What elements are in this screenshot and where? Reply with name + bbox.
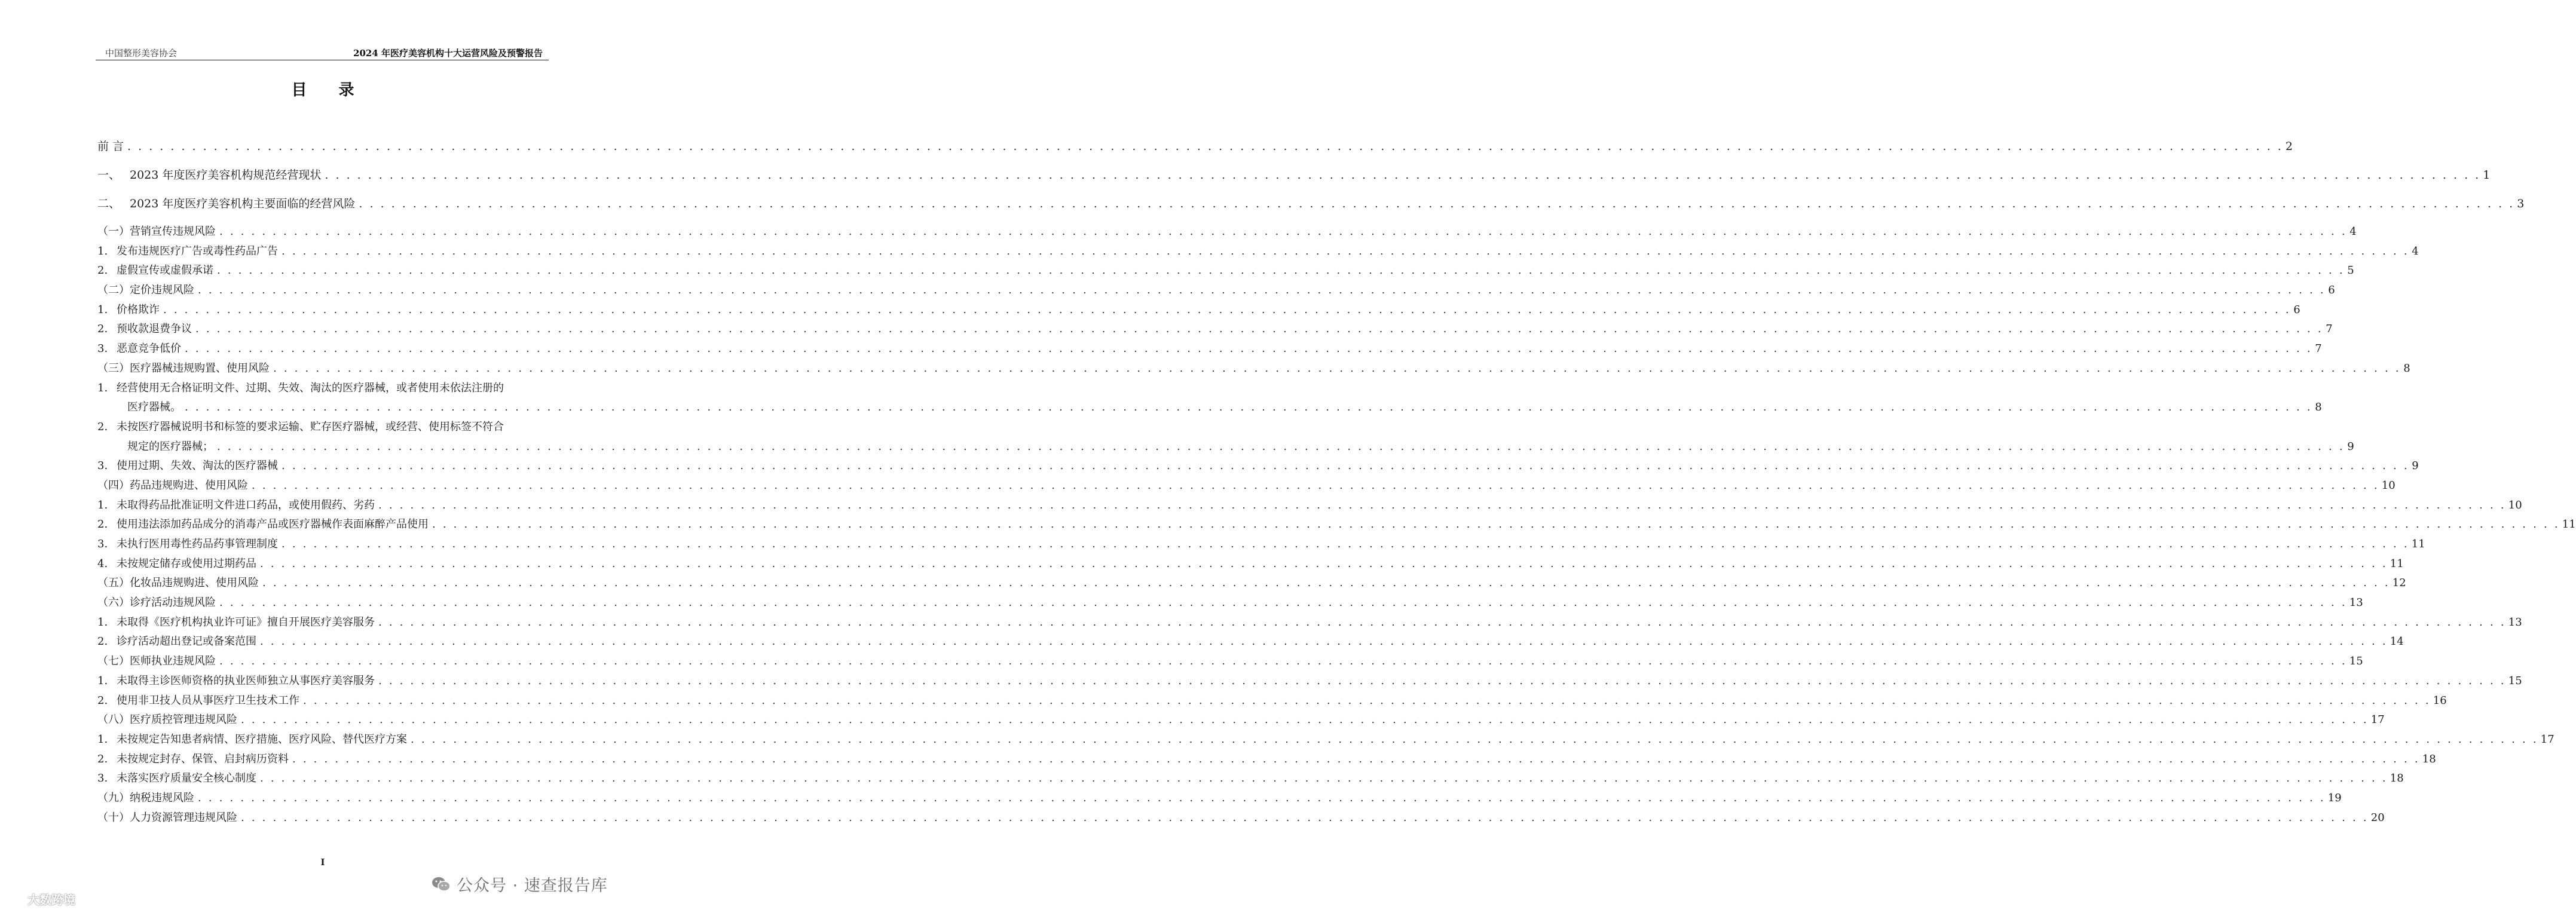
toc-leader-dots: . . . . . . . . . . . . . . . . . . . . . . . . . . . . . . . . . . . . . . . . . . . . . . . . . . . . . . . . . . . . . . . . . . . . . . . . . . . . . . . . . . . . . . . . . . . . . . . . . . . . . . . . . . . . . . . . . . . . . . . . . . . . . . . . . . . . . . . . . . . . . . . . . . . . . . . . . . . . . . . . . . . . . . . . . . . . . . . . . . . . . . . . . . . . . . . . . . . . . . . . (163, 303, 2291, 316)
toc-entry-number: 1. (97, 674, 108, 687)
toc-entry-number: 1. (97, 244, 108, 258)
toc-entry-number: 2. (97, 518, 108, 531)
toc-entry-text: （十）人力资源管理违规风险 (97, 811, 237, 824)
toc-entry-text: 2023 年度医疗美容机构规范经营现状 (130, 168, 322, 182)
toc-leader-dots: . . . . . . . . . . . . . . . . . . . . . . . . . . . . . . . . . . . . . . . . . . . . . . . . . . . . . . . . . . . . . . . . . . . . . . . . . . . . . . . . . . . . . . . . . . . . . . . . . . . . . . . . . . . . . . . . . . . . . . . . . . . . . . . . . . . . . . . . . . . . . . . . . . . . . . . . . . . . . . . . . . . . . . . . . . . . . . . . . . . . . . . . . . . . . . . . . . . . . . . . (241, 811, 2369, 824)
toc-entry-text: 未按规定告知患者病情、医疗措施、医疗风险、替代医疗方案 (117, 733, 407, 746)
toc-entry-text: 使用过期、失效、淘汰的医疗器械 (117, 459, 278, 473)
toc-entry[interactable] (97, 554, 2404, 574)
toc-entry[interactable] (97, 261, 2354, 281)
toc-entry-number: 3. (97, 538, 108, 550)
toc-entry-number: 3. (97, 772, 108, 785)
toc-entry-text: 前 言 (97, 140, 124, 153)
toc-leader-dots: . . . . . . . . . . . . . . . . . . . . . . . . . . . . . . . . . . . . . . . . . . . . . . . . . . . . . . . . . . . . . . . . . . . . . . . . . . . . . . . . . . . . . . . . . . . . . . . . . . . . . . . . . . . . . . . . . . . . . . . . . . . . . . . . . . . . . . . . . . . . . . . . . . . . . . . . . . . . . . . . . . . . . . . . . . . . . . . . . . . . . . . . . . . . . . . . . . . . . . . . (185, 342, 2312, 356)
toc-entry[interactable] (97, 769, 2404, 789)
toc-entry-text: （六）诊疗活动违规风险 (97, 596, 216, 609)
toc-entry-page: 7 (2326, 323, 2333, 336)
toc-entry-text: （一）营销宣传违规风险 (97, 225, 216, 238)
toc-entry[interactable] (97, 165, 2491, 194)
toc-entry-text: （七）医师执业违规风险 (97, 655, 216, 668)
toc-entry-text: 恶意竞争低价 (117, 342, 181, 356)
toc-leader-dots: . . . . . . . . . . . . . . . . . . . . . . . . . . . . . . . . . . . . . . . . . . . . . . . . . . . . . . . . . . . . . . . . . . . . . . . . . . . . . . . . . . . . . . . . . . . . . . . . . . . . . . . . . . . . . . . . . . . . . . . . . . . . . . . . . . . . . . . . . . . . . . . . . . . . . . . . . . . . . . . . . . . . . . . . . . . . . . . . . . . . . . . . . . . . . . . . . . . . . . . . (292, 752, 2420, 765)
toc-entry-text: （五）化妆品违规购进、使用风险 (97, 577, 259, 590)
toc-entry-page: 17 (2540, 733, 2554, 746)
toc-entry-text: （二）定价违规风险 (97, 284, 194, 297)
toc-entry-text: 未落实医疗质量安全核心制度 (117, 772, 256, 785)
toc-leader-dots: . . . . . . . . . . . . . . . . . . . . . . . . . . . . . . . . . . . . . . . . . . . . . . . . . . . . . . . . . . . . . . . . . . . . . . . . . . . . . . . . . . . . . . . . . . . . . . . . . . . . . . . . . . . . . . . . . . . . . . . . . . . . . . . . . . . . . . . . . . . . . . . . . . . . . . . . . . . . . . . . . . . . . . . . . . . . . . . . . . . . . . . . . . . . . . . . . . . . . . . . (252, 479, 2379, 492)
toc-leader-dots: . . . . . . . . . . . . . . . . . . . . . . . . . . . . . . . . . . . . . . . . . . . . . . . . . . . . . . . . . . . . . . . . . . . . . . . . . . . . . . . . . . . . . . . . . . . . . . . . . . . . . . . . . . . . . . . . . . . . . . . . . . . . . . . . . . . . . . . . . . . . . . . . . . . . . . . . . . . . . . . . . . . . . . . . . . . . . . . . . . . . . . . . . . . . . . . . . . . . . . . . (198, 791, 2326, 804)
toc-entry-number: 2. (97, 635, 108, 648)
toc-entry-text: 规定的医疗器械； (127, 440, 213, 453)
toc-entry-text: 预收款退费争议 (117, 323, 192, 336)
toc-entry[interactable] (97, 789, 2342, 808)
toc-entry-text: 未按规定封存、保管、启封病历资料 (117, 752, 289, 765)
toc-entry-number: 2. (97, 264, 108, 277)
toc-entry-number: 一、 (97, 168, 121, 182)
toc-leader-dots: . . . . . . . . . . . . . . . . . . . . . . . . . . . . . . . . . . . . . . . . . . . . . . . . . . . . . . . . . . . . . . . . . . . . . . . . . . . . . . . . . . . . . . . . . . . . . . . . . . . . . . . . . . . . . . . . . . . . . . . . . . . . . . . . . . . . . . . . . . . . . . . . . . . . . . . . . . . . . . . . . . . . . . . . . . . . . . . . . . . . . . . . . . . . . . . . . . . . . . . . (282, 244, 2409, 258)
toc-leader-dots: . . . . . . . . . . . . . . . . . . . . . . . . . . . . . . . . . . . . . . . . . . . . . . . . . . . . . . . . . . . . . . . . . . . . . . . . . . . . . . . . . . . . . . . . . . . . . . . . . . . . . . . . . . . . . . . . . . . . . . . . . . . . . . . . . . . . . . . . . . . . . . . . . . . . . . . . . . . . . . . . . . . . . . . . . . . . . . . . . . . . . . . . . . . . . . . . . . . . . . . . (378, 674, 2506, 687)
toc-entry-page: 15 (2508, 674, 2522, 687)
toc-entry-page: 13 (2349, 596, 2363, 609)
toc-leader-dots: . . . . . . . . . . . . . . . . . . . . . . . . . . . . . . . . . . . . . . . . . . . . . . . . . . . . . . . . . . . . . . . . . . . . . . . . . . . . . . . . . . . . . . . . . . . . . . . . . . . . . . . . . . . . . . . . . . . . . . . . . . . . . . . . . . . . . . . . . . . . . . . . . . . . . . . . . . . . . . . . . . . . . . . . . . . . . . . . . . . . . . . . . . . . . . . . . . . . . . . . (378, 615, 2506, 629)
toc-leader-dots: . . . . . . . . . . . . . . . . . . . . . . . . . . . . . . . . . . . . . . . . . . . . . . . . . . . . . . . . . . . . . . . . . . . . . . . . . . . . . . . . . . . . . . . . . . . . . . . . . . . . . . . . . . . . . . . . . . . . . . . . . . . . . . . . . . . . . . . . . . . . . . . . . . . . . . . . . . . . . . . . . . . . . . . . . . . . . . . . . . . . . . . . . . . . . . . . . . . . . . . . (359, 197, 2515, 210)
toc-entry-number: 1. (97, 615, 108, 629)
toc-entry[interactable] (97, 136, 2293, 165)
toc-leader-dots: . . . . . . . . . . . . . . . . . . . . . . . . . . . . . . . . . . . . . . . . . . . . . . . . . . . . . . . . . . . . . . . . . . . . . . . . . . . . . . . . . . . . . . . . . . . . . . . . . . . . . . . . . . . . . . . . . . . . . . . . . . . . . . . . . . . . . . . . . . . . . . . . . . . . . . . . . . . . . . . . . . . . . . . . . . . . . . . . . . . . . . . . . . . . . . . . . . . . . . . . (282, 459, 2409, 473)
toc-leader-dots: . . . . . . . . . . . . . . . . . . . . . . . . . . . . . . . . . . . . . . . . . . . . . . . . . . . . . . . . . . . . . . . . . . . . . . . . . . . . . . . . . . . . . . . . . . . . . . . . . . . . . . . . . . . . . . . . . . . . . . . . . . . . . . . . . . . . . . . . . . . . . . . . . . . . . . . . . . . . . . . . . . . . . . . . . . . . . . . . . . . . . . . . . . . . . . . . . . . . . . . . (260, 557, 2388, 570)
toc-entry-number: 1. (97, 381, 108, 394)
toc-entry-text: 2023 年度医疗美容机构主要面临的经营风险 (130, 197, 356, 210)
toc-entry[interactable] (97, 750, 2436, 770)
toc-entry[interactable] (97, 496, 2522, 516)
toc-entry-page: 1 (2483, 168, 2491, 182)
toc-entry[interactable] (97, 456, 2419, 476)
page-number: I (320, 857, 325, 868)
toc-entry-page: 15 (2349, 655, 2363, 668)
toc-entry-page: 16 (2433, 694, 2447, 707)
toc-entry-page: 8 (2315, 401, 2322, 414)
toc-entry-text: （三）医疗器械违规购置、使用风险 (97, 361, 270, 375)
toc-entry-page: 4 (2412, 244, 2419, 258)
toc-leader-dots: . . . . . . . . . . . . . . . . . . . . . . . . . . . . . . . . . . . . . . . . . . . . . . . . . . . . . . . . . . . . . . . . . . . . . . . . . . . . . . . . . . . . . . . . . . . . . . . . . . . . . . . . . . . . . . . . . . . . . . . . . . . . . . . . . . . . . . . . . . . . . . . . . . . . . . . . . . . . . . . . . . . . . . . . . . . . . . . . . . . . . . . . . . . . . . . . . . . . . . . . (217, 264, 2345, 277)
toc-entry[interactable] (97, 320, 2333, 339)
toc-entry-text: 未按规定储存或使用过期药品 (117, 557, 256, 570)
toc-entry-page: 19 (2327, 791, 2342, 804)
toc-entry-number: 1. (97, 303, 108, 316)
toc-leader-dots: . . . . . . . . . . . . . . . . . . . . . . . . . . . . . . . . . . . . . . . . . . . . . . . . . . . . . . . . . . . . . . . . . . . . . . . . . . . . . . . . . . . . . . . . . . . . . . . . . . . . . . . . . . . . . . . . . . . . . . . . . . . . . . . . . . . . . . . . . . . . . . . . . . . . . . . . . . . . . . . . . . . . . . . . . . . . . . . . . . . . . . . . . . . . . . . . . . . . . . . . (241, 713, 2369, 727)
wechat-icon (432, 876, 451, 893)
toc-entry-number: 4. (97, 557, 108, 570)
page-header (96, 45, 549, 60)
toc-entry-text: 未取得主诊医师资格的执业医师独立从事医疗美容服务 (117, 674, 375, 687)
toc-entry-page: 6 (2293, 303, 2300, 316)
header-report-title: 2024 年医疗美容机构十大运营风险及预警报告 (353, 48, 543, 59)
toc-entry-text: 未执行医用毒性药品药事管理制度 (117, 538, 278, 550)
toc-leader-dots: . . . . . . . . . . . . . . . . . . . . . . . . . . . . . . . . . . . . . . . . . . . . . . . . . . . . . . . . . . . . . . . . . . . . . . . . . . . . . . . . . . . . . . . . . . . . . . . . . . . . . . . . . . . . . . . . . . . . . . . . . . . . . . . . . . . . . . . . . . . . . . . . . . . . . . . . . . . . . . . . . . . . . . . . . . . . . . . . . . . . . . . . . . . . . . . . . . . . . . . . (198, 284, 2326, 297)
toc-entry-page: 11 (2390, 557, 2404, 570)
toc-title: 目 录 (291, 81, 368, 99)
toc-entry-page: 11 (2562, 518, 2576, 531)
toc-entry-number: 3. (97, 459, 108, 473)
toc-entry-number: 2. (97, 694, 108, 707)
toc-leader-dots: . . . . . . . . . . . . . . . . . . . . . . . . . . . . . . . . . . . . . . . . . . . . . . . . . . . . . . . . . . . . . . . . . . . . . . . . . . . . . . . . . . . . . . . . . . . . . . . . . . . . . . . . . . . . . . . . . . . . . . . . . . . . . . . . . . . . . . . . . . . . . . . . . . . . . . . . . . . . . . . . . . . . . . . . . . . . . . . . . . . . . . . . . . . . . . . . . . . . . . . . (325, 168, 2481, 182)
toc-entry-text: 使用违法添加药品成分的消毒产品或医疗器械作表面麻醉产品使用 (117, 518, 429, 531)
toc-entry-number: 2. (97, 323, 108, 336)
toc-leader-dots: . . . . . . . . . . . . . . . . . . . . . . . . . . . . . . . . . . . . . . . . . . . . . . . . . . . . . . . . . . . . . . . . . . . . . . . . . . . . . . . . . . . . . . . . . . . . . . . . . . . . . . . . . . . . . . . . . . . . . . . . . . . . . . . . . . . . . . . . . . . . . . . . . . . . . . . . . . . . . . . . . . . . . . . . . . . . . . . . . . . . . . . . . . . . . . . . . . . . . . . . (219, 655, 2347, 668)
toc-entry-number: 3. (97, 342, 108, 356)
toc-entry-page: 18 (2390, 772, 2404, 785)
toc-entry[interactable] (97, 808, 2385, 828)
toc-entry-text: 未按医疗器械说明书和标签的要求运输、贮存医疗器械，或经营、使用标签不符合 (117, 420, 504, 433)
toc-entry-text: （九）纳税违规风险 (97, 791, 194, 804)
toc-entry[interactable] (97, 194, 2525, 222)
toc-entry-text: 未取得《医疗机构执业许可证》擅自开展医疗美容服务 (117, 615, 375, 629)
toc-entry[interactable] (97, 359, 2410, 379)
watermark-left-text: 大数跨境 (27, 893, 75, 907)
toc-entry-page: 10 (2508, 498, 2522, 511)
toc-entry-number: 2. (97, 752, 108, 765)
toc-entry[interactable] (97, 710, 2385, 730)
toc-entry-text: 医疗器械。 (127, 401, 181, 414)
toc-entry-page: 8 (2403, 361, 2410, 375)
toc-entry[interactable] (97, 418, 549, 437)
toc-entry[interactable] (97, 632, 2404, 652)
toc-entry-page: 9 (2347, 440, 2354, 453)
toc-entry-page: 9 (2412, 459, 2419, 473)
watermark-wechat (432, 872, 608, 896)
toc-entry[interactable] (97, 222, 2357, 242)
toc-entry-number: 二、 (97, 197, 121, 210)
toc-entry[interactable] (97, 730, 2554, 750)
toc-leader-dots: . . . . . . . . . . . . . . . . . . . . . . . . . . . . . . . . . . . . . . . . . . . . . . . . . . . . . . . . . . . . . . . . . . . . . . . . . . . . . . . . . . . . . . . . . . . . . . . . . . . . . . . . . . . . . . . . . . . . . . . . . . . . . . . . . . . . . . . . . . . . . . . . . . . . . . . . . . . . . . . . . . . . . . . . . . . . . . . . . . . . . . . . . . . . . . . . . . . . . . . . (303, 694, 2431, 707)
toc-leader-dots: . . . . . . . . . . . . . . . . . . . . . . . . . . . . . . . . . . . . . . . . . . . . . . . . . . . . . . . . . . . . . . . . . . . . . . . . . . . . . . . . . . . . . . . . . . . . . . . . . . . . . . . . . . . . . . . . . . . . . . . . . . . . . . . . . . . . . . . . . . . . . . . . . . . . . . . . . . . . . . . . . . . . . . . . . . . . . . . . . . . . . . . . . . . . . . . . . . . . . . . . (195, 323, 2323, 336)
toc-entry-text: 经营使用无合格证明文件、过期、失效、淘汰的医疗器械，或者使用未依法注册的 (117, 381, 504, 394)
toc-entry[interactable] (97, 476, 2396, 496)
toc-leader-dots: . . . . . . . . . . . . . . . . . . . . . . . . . . . . . . . . . . . . . . . . . . . . . . . . . . . . . . . . . . . . . . . . . . . . . . . . . . . . . . . . . . . . . . . . . . . . . . . . . . . . . . . . . . . . . . . . . . . . . . . . . . . . . . . . . . . . . . . . . . . . . . . . . . . . . . . . . . . . . . . . . . . . . . . . . . . . . . . . . . . . . . . . . . . . . . . . . . . . . . . . (411, 733, 2538, 746)
toc-entry-text: 价格欺诈 (117, 303, 160, 316)
toc-entry-page: 13 (2508, 615, 2522, 629)
toc-entry-text: （八）医疗质控管理违规风险 (97, 713, 237, 727)
toc-entry-page: 5 (2347, 264, 2354, 277)
toc-entry-page: 7 (2315, 342, 2322, 356)
toc-leader-dots: . . . . . . . . . . . . . . . . . . . . . . . . . . . . . . . . . . . . . . . . . . . . . . . . . . . . . . . . . . . . . . . . . . . . . . . . . . . . . . . . . . . . . . . . . . . . . . . . . . . . . . . . . . . . . . . . . . . . . . . . . . . . . . . . . . . . . . . . . . . . . . . . . . . . . . . . . . . . . . . . . . . . . . . . . . . . . . . . . . . . . . . . . . . . . . . . . . . . . . . . (217, 440, 2345, 453)
toc-entry[interactable] (97, 379, 549, 399)
toc-leader-dots: . . . . . . . . . . . . . . . . . . . . . . . . . . . . . . . . . . . . . . . . . . . . . . . . . . . . . . . . . . . . . . . . . . . . . . . . . . . . . . . . . . . . . . . . . . . . . . . . . . . . . . . . . . . . . . . . . . . . . . . . . . . . . . . . . . . . . . . . . . . . . . . . . . . . . . . . . . . . . . . . . . . . . . . . . . . . . . . . . . . . . . . . . . . . . . . . . . . . . . . . (432, 518, 2560, 531)
toc-entry[interactable] (97, 672, 2522, 691)
toc-entry[interactable] (97, 574, 2406, 593)
toc-entry-page: 2 (2285, 140, 2293, 153)
toc-entry-text: 虚假宣传或虚假承诺 (117, 264, 213, 277)
toc-entry-number: 1. (97, 733, 108, 746)
toc-entry-text: （四）药品违规购进、使用风险 (97, 479, 248, 492)
header-org: 中国整形美容协会 (105, 48, 178, 59)
toc-entry-text: 诊疗活动超出登记或备案范围 (117, 635, 256, 648)
toc-entry-continuation[interactable] (97, 398, 2322, 418)
toc-entry[interactable] (97, 301, 2300, 320)
toc-leader-dots: . . . . . . . . . . . . . . . . . . . . . . . . . . . . . . . . . . . . . . . . . . . . . . . . . . . . . . . . . . . . . . . . . . . . . . . . . . . . . . . . . . . . . . . . . . . . . . . . . . . . . . . . . . . . . . . . . . . . . . . . . . . . . . . . . . . . . . . . . . . . . . . . . . . . . . . . . . . . . . . . . . . . . . . . . . . . . . . . . . . . . . . . . . . . . . . . . . . . . . . . (262, 577, 2390, 590)
toc-entry[interactable] (97, 242, 2419, 262)
toc-leader-dots: . . . . . . . . . . . . . . . . . . . . . . . . . . . . . . . . . . . . . . . . . . . . . . . . . . . . . . . . . . . . . . . . . . . . . . . . . . . . . . . . . . . . . . . . . . . . . . . . . . . . . . . . . . . . . . . . . . . . . . . . . . . . . . . . . . . . . . . . . . . . . . . . . . . . . . . . . . . . . . . . . . . . . . . . . . . . . . . . . . . . . . . . . . . . . . . . . . . . . . . . (219, 225, 2347, 238)
watermark-brand (6, 890, 75, 908)
toc-entry-page: 20 (2370, 811, 2385, 824)
toc-entry-page: 4 (2349, 225, 2357, 238)
toc-entry[interactable] (97, 652, 2363, 672)
toc-entry-number: 1. (97, 498, 108, 511)
toc-leader-dots: . . . . . . . . . . . . . . . . . . . . . . . . . . . . . . . . . . . . . . . . . . . . . . . . . . . . . . . . . . . . . . . . . . . . . . . . . . . . . . . . . . . . . . . . . . . . . . . . . . . . . . . . . . . . . . . . . . . . . . . . . . . . . . . . . . . . . . . . . . . . . . . . . . . . . . . . . . . . . . . . . . . . . . . . . . . . . . . . . . . . . . . . . . . . . . . . . . . . . . . . (378, 498, 2506, 511)
toc-entry-page: 18 (2422, 752, 2436, 765)
watermark-right-text: 公众号 · 速查报告库 (457, 877, 608, 895)
toc-entry-continuation[interactable] (97, 437, 2354, 457)
toc-entry[interactable] (97, 593, 2363, 613)
toc-entry[interactable] (97, 613, 2522, 633)
toc-entry[interactable] (97, 691, 2447, 711)
toc-entry-page: 17 (2370, 713, 2385, 727)
toc-entry-page: 14 (2390, 635, 2404, 648)
toc-leader-dots: . . . . . . . . . . . . . . . . . . . . . . . . . . . . . . . . . . . . . . . . . . . . . . . . . . . . . . . . . . . . . . . . . . . . . . . . . . . . . . . . . . . . . . . . . . . . . . . . . . . . . . . . . . . . . . . . . . . . . . . . . . . . . . . . . . . . . . . . . . . . . . . . . . . . . . . . . . . . . . . . . . . . . . . . . . . . . . . . . . . . . . . . . . . . . . . . . . . . . . . . (260, 635, 2388, 648)
toc-entry-text: 发布违规医疗广告或毒性药品广告 (117, 244, 278, 258)
toc-leader-dots: . . . . . . . . . . . . . . . . . . . . . . . . . . . . . . . . . . . . . . . . . . . . . . . . . . . . . . . . . . . . . . . . . . . . . . . . . . . . . . . . . . . . . . . . . . . . . . . . . . . . . . . . . . . . . . . . . . . . . . . . . . . . . . . . . . . . . . . . . . . . . . . . . . . . . . . . . . . . . . . . . . . . . . . . . . . . . . . . . . . . . . . . . . . . . . . . . . . . . . . . (282, 538, 2409, 550)
toc-entry-page: 10 (2381, 479, 2396, 492)
toc-leader-dots: . . . . . . . . . . . . . . . . . . . . . . . . . . . . . . . . . . . . . . . . . . . . . . . . . . . . . . . . . . . . . . . . . . . . . . . . . . . . . . . . . . . . . . . . . . . . . . . . . . . . . . . . . . . . . . . . . . . . . . . . . . . . . . . . . . . . . . . . . . . . . . . . . . . . . . . . . . . . . . . . . . . . . . . . . . . . . . . . . . . . . . . . . . . . . . . . . . . . . . . . (273, 361, 2401, 375)
toc-leader-dots: . . . . . . . . . . . . . . . . . . . . . . . . . . . . . . . . . . . . . . . . . . . . . . . . . . . . . . . . . . . . . . . . . . . . . . . . . . . . . . . . . . . . . . . . . . . . . . . . . . . . . . . . . . . . . . . . . . . . . . . . . . . . . . . . . . . . . . . . . . . . . . . . . . . . . . . . . . . . . . . . . . . . . . . . . . . . . . . . . . . . . . . . . . . . . . . . . . . . . . . . (127, 140, 2283, 153)
toc-entry[interactable] (97, 281, 2335, 301)
table-of-contents (97, 136, 2576, 828)
toc-leader-dots: . . . . . . . . . . . . . . . . . . . . . . . . . . . . . . . . . . . . . . . . . . . . . . . . . . . . . . . . . . . . . . . . . . . . . . . . . . . . . . . . . . . . . . . . . . . . . . . . . . . . . . . . . . . . . . . . . . . . . . . . . . . . . . . . . . . . . . . . . . . . . . . . . . . . . . . . . . . . . . . . . . . . . . . . . . . . . . . . . . . . . . . . . . . . . . . . . . . . . . . . (260, 772, 2388, 785)
brand-icon (6, 891, 24, 907)
toc-entry-text: 未取得药品批准证明文件进口药品，或使用假药、劣药 (117, 498, 375, 511)
toc-leader-dots: . . . . . . . . . . . . . . . . . . . . . . . . . . . . . . . . . . . . . . . . . . . . . . . . . . . . . . . . . . . . . . . . . . . . . . . . . . . . . . . . . . . . . . . . . . . . . . . . . . . . . . . . . . . . . . . . . . . . . . . . . . . . . . . . . . . . . . . . . . . . . . . . . . . . . . . . . . . . . . . . . . . . . . . . . . . . . . . . . . . . . . . . . . . . . . . . . . . . . . . . (219, 596, 2347, 609)
toc-entry[interactable] (97, 339, 2322, 359)
toc-entry-page: 3 (2517, 197, 2525, 210)
toc-entry-number: 2. (97, 420, 108, 433)
toc-entry[interactable] (97, 535, 2425, 554)
toc-entry-page: 11 (2411, 538, 2425, 550)
toc-entry-text: 使用非卫技人员从事医疗卫生技术工作 (117, 694, 299, 707)
toc-entry[interactable] (97, 515, 2576, 535)
toc-entry-page: 12 (2392, 577, 2406, 590)
toc-entry-page: 6 (2328, 284, 2335, 297)
toc-leader-dots: . . . . . . . . . . . . . . . . . . . . . . . . . . . . . . . . . . . . . . . . . . . . . . . . . . . . . . . . . . . . . . . . . . . . . . . . . . . . . . . . . . . . . . . . . . . . . . . . . . . . . . . . . . . . . . . . . . . . . . . . . . . . . . . . . . . . . . . . . . . . . . . . . . . . . . . . . . . . . . . . . . . . . . . . . . . . . . . . . . . . . . . . . . . . . . . . . . . . . . . . (185, 401, 2312, 414)
